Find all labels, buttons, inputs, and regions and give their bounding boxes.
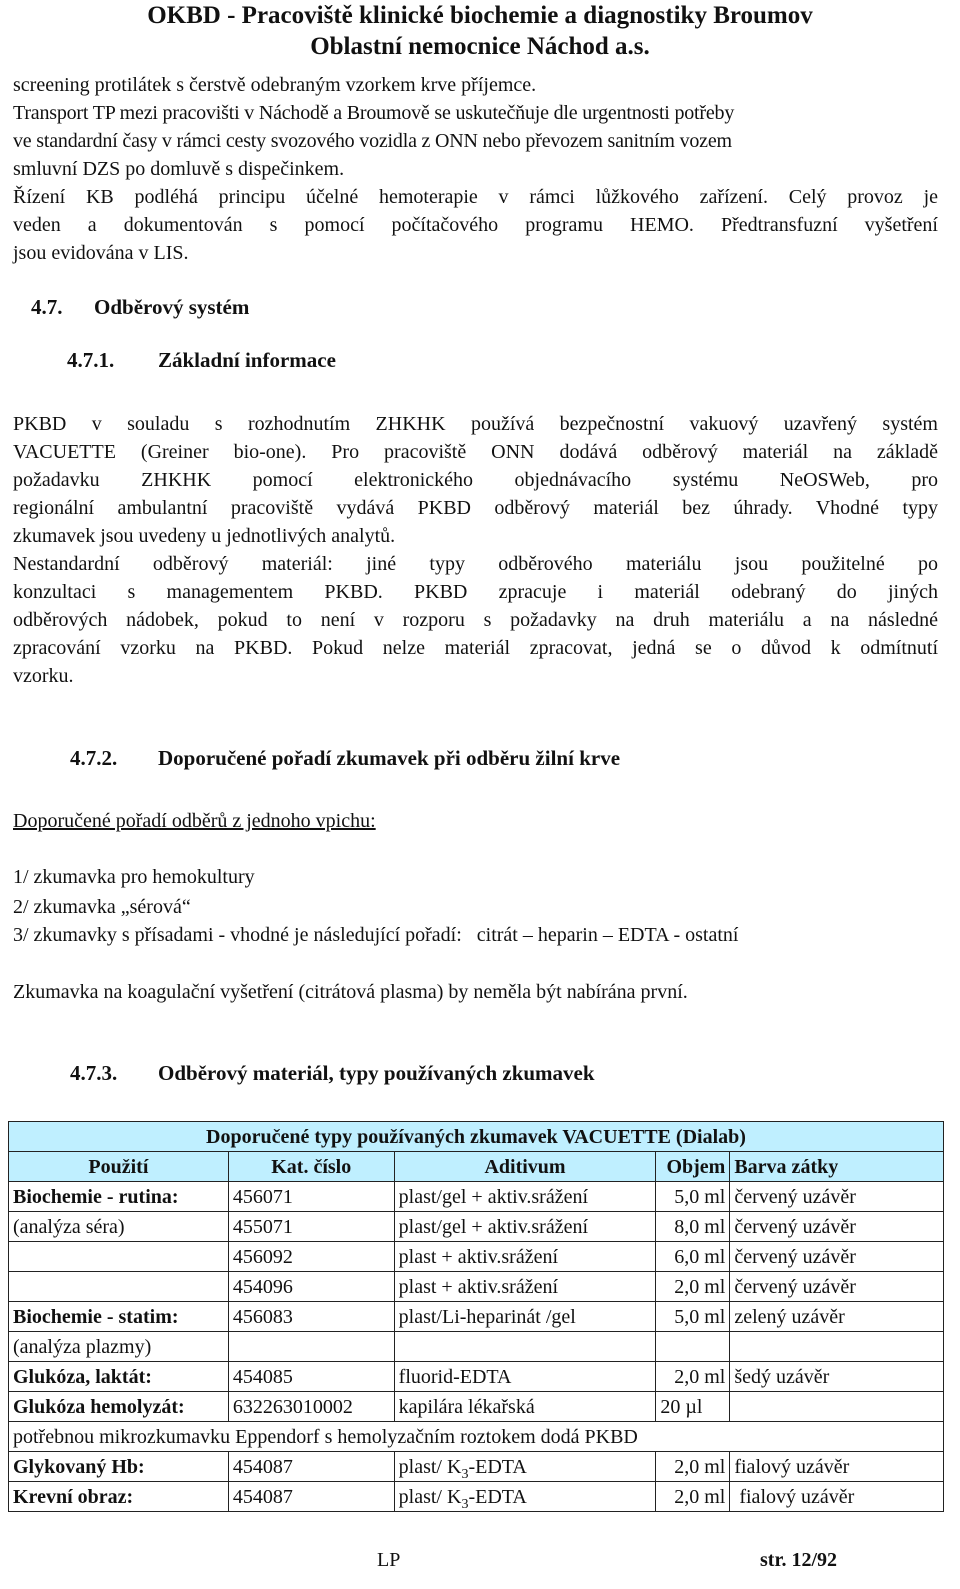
additive-subscript: 3: [461, 1466, 469, 1482]
section-4-7-2-title: Doporučené pořadí zkumavek při odběru žilní krve: [158, 746, 621, 770]
tube-types-table: [8, 1121, 944, 1512]
header-use: Použití: [9, 1152, 229, 1182]
cell-additive: plast + aktiv.srážení: [394, 1272, 656, 1302]
cell-volume: 2,0 ml: [656, 1362, 730, 1392]
additive-pre: plast/ K: [398, 1485, 462, 1508]
table-row: [9, 1272, 944, 1302]
cell-cat: [228, 1332, 394, 1362]
table-row: [9, 1392, 944, 1422]
table-row: [9, 1332, 944, 1362]
cell-cat: 454087: [228, 1452, 394, 1482]
cell-color: [730, 1392, 944, 1422]
s472-note: Zkumavka na koagulační vyšetření (citrátová plasma) by neměla být nabírána první.: [13, 981, 688, 1003]
section-4-7-1-number: 4.7.1.: [67, 348, 115, 372]
additive-pre: plast/ K: [398, 1455, 462, 1478]
cell-use: [9, 1242, 229, 1272]
intro-line-5: Řízení KB podléhá principu účelné hemoterapie v rámci lůžkového zařízení. Celý provoz je: [13, 186, 938, 208]
cell-color: fialový uzávěr: [730, 1452, 944, 1482]
header-volume: Objem: [656, 1152, 730, 1182]
s471-line-4: regionální ambulantní pracoviště vydává PKBD odběrový materiál bez úhrady. Vhodné typy: [13, 497, 938, 519]
cell-cat: 454087: [228, 1482, 394, 1512]
cell-additive: plast/gel + aktiv.srážení: [394, 1182, 656, 1212]
footer-left: LP: [377, 1549, 401, 1571]
s472-item-3: 3/ zkumavky s přísadami - vhodné je následující pořadí: citrát – heparin – EDTA - ostatní: [13, 924, 739, 946]
intro-line-7: jsou evidována v LIS.: [13, 242, 189, 264]
cell-use: (analýza séra): [9, 1212, 229, 1242]
table-row: [9, 1242, 944, 1272]
table-row: [9, 1482, 944, 1512]
s471-line-6: Nestandardní odběrový materiál: jiné typy odběrového materiálu jsou použitelné po: [13, 553, 938, 575]
cell-volume: 2,0 ml: [656, 1482, 730, 1512]
cell-cat: 456092: [228, 1242, 394, 1272]
cell-color: červený uzávěr: [730, 1272, 944, 1302]
cell-use: Biochemie - rutina:: [9, 1182, 229, 1212]
cell-volume: 20 µl: [656, 1392, 730, 1422]
section-4-7-1-title: Základní informace: [158, 348, 336, 372]
additive-post: -EDTA: [468, 1455, 527, 1478]
header-color: Barva zátky: [730, 1152, 944, 1182]
cell-color: červený uzávěr: [730, 1182, 944, 1212]
additive-post: -EDTA: [468, 1485, 527, 1508]
intro-line-1: screening protilátek s čerstvě odebraným vzorkem krve příjemce.: [13, 74, 537, 96]
s471-line-1: PKBD v souladu s rozhodnutím ZHKHK používá bezpečnostní vakuový uzavřený systém: [13, 413, 938, 435]
cell-use: Krevní obraz:: [9, 1482, 229, 1512]
s471-line-2: VACUETTE (Greiner bio-one). Pro pracoviště ONN dodává odběrový materiál na základě: [13, 441, 938, 463]
s471-line-8: odběrových nádobek, pokud to není v rozporu s požadavky na druh materiálu a na následné: [13, 609, 938, 631]
cell-use: [9, 1272, 229, 1302]
s471-line-3: požadavku ZHKHK pomocí elektronického objednávacího systému NeOSWeb, pro: [13, 469, 938, 491]
section-4-7-number: 4.7.: [31, 295, 63, 319]
table-row: [9, 1452, 944, 1482]
header-title-line1: OKBD - Pracoviště klinické biochemie a diagnostiky Broumov: [147, 2, 813, 29]
cell-color: červený uzávěr: [730, 1212, 944, 1242]
cell-use: Glykovaný Hb:: [9, 1452, 229, 1482]
cell-additive: plast/Li-heparinát /gel: [394, 1302, 656, 1332]
cell-volume: 5,0 ml: [656, 1302, 730, 1332]
s472-item-1: 1/ zkumavka pro hemokultury: [13, 866, 255, 888]
s471-line-9: zpracování vzorku na PKBD. Pokud nelze materiál zpracovat, jedná se o důvod k odmítnutí: [13, 637, 938, 659]
intro-line-2: Transport TP mezi pracovišti v Náchodě a Broumově se uskutečňuje dle urgentnosti potřeby: [13, 102, 735, 124]
section-4-7-2-number: 4.7.2.: [70, 746, 118, 770]
cell-additive: kapilára lékařská: [394, 1392, 656, 1422]
cell-color: červený uzávěr: [730, 1242, 944, 1272]
header-additive: Aditivum: [394, 1152, 656, 1182]
section-4-7-3-title: Odběrový materiál, typy používaných zkumavek: [158, 1061, 595, 1085]
cell-color: zelený uzávěr: [730, 1302, 944, 1332]
table-row: [9, 1362, 944, 1392]
s471-line-7: konzultaci s managementem PKBD. PKBD zpracuje i materiál odebraný do jiných: [13, 581, 938, 603]
cell-volume: 2,0 ml: [656, 1272, 730, 1302]
cell-additive: fluorid-EDTA: [394, 1362, 656, 1392]
header-cat: Kat. číslo: [228, 1152, 394, 1182]
table-row: [9, 1302, 944, 1332]
cell-cat: 455071: [228, 1212, 394, 1242]
s472-subtitle: Doporučené pořadí odběrů z jednoho vpichu:: [13, 810, 376, 832]
cell-use: Biochemie - statim:: [9, 1302, 229, 1332]
cell-color: [730, 1332, 944, 1362]
table-note-row: [9, 1422, 944, 1452]
cell-additive: plast + aktiv.srážení: [394, 1242, 656, 1272]
eppendorf-note: potřebnou mikrozkumavku Eppendorf s hemolyzačním roztokem dodá PKBD: [9, 1422, 944, 1452]
cell-color: fialový uzávěr: [730, 1482, 944, 1512]
cell-volume: 6,0 ml: [656, 1242, 730, 1272]
table-row: [9, 1212, 944, 1242]
page-number: str. 12/92: [760, 1549, 838, 1571]
cell-volume: 8,0 ml: [656, 1212, 730, 1242]
cell-volume: 5,0 ml: [656, 1182, 730, 1212]
cell-color: šedý uzávěr: [730, 1362, 944, 1392]
table-header-row: [9, 1152, 944, 1182]
cell-cat: 456071: [228, 1182, 394, 1212]
cell-use: (analýza plazmy): [9, 1332, 229, 1362]
table-row: [9, 1182, 944, 1212]
s471-line-10: vzorku.: [13, 665, 74, 687]
intro-line-6: veden a dokumentován s pomocí počítačového programu HEMO. Předtransfuzní vyšetření: [13, 214, 938, 236]
table-caption: Doporučené typy používaných zkumavek VACUETTE (Dialab): [9, 1122, 944, 1152]
cell-additive: [394, 1482, 656, 1512]
cell-volume: 2,0 ml: [656, 1452, 730, 1482]
section-4-7-3-number: 4.7.3.: [70, 1061, 118, 1085]
s471-line-5: zkumavek jsou uvedeny u jednotlivých analytů.: [13, 525, 396, 547]
intro-line-4: smluvní DZS po domluvě s dispečinkem.: [13, 158, 345, 180]
cell-additive: [394, 1332, 656, 1362]
header-title-line2: Oblastní nemocnice Náchod a.s.: [310, 33, 650, 60]
cell-use: Glukóza hemolyzát:: [9, 1392, 229, 1422]
additive-subscript: 3: [461, 1496, 469, 1512]
cell-cat: 454085: [228, 1362, 394, 1392]
cell-cat: 456083: [228, 1302, 394, 1332]
cell-cat: 632263010002: [228, 1392, 394, 1422]
cell-use: Glukóza, laktát:: [9, 1362, 229, 1392]
cell-additive: [394, 1452, 656, 1482]
cell-volume: [656, 1332, 730, 1362]
cell-additive: plast/gel + aktiv.srážení: [394, 1212, 656, 1242]
section-4-7-title: Odběrový systém: [94, 295, 250, 319]
cell-cat: 454096: [228, 1272, 394, 1302]
intro-line-3: ve standardní časy v rámci cesty svozového vozidla z ONN nebo převozem sanitním vozem: [13, 130, 732, 152]
s472-item-2: 2/ zkumavka „sérová“: [13, 896, 191, 918]
